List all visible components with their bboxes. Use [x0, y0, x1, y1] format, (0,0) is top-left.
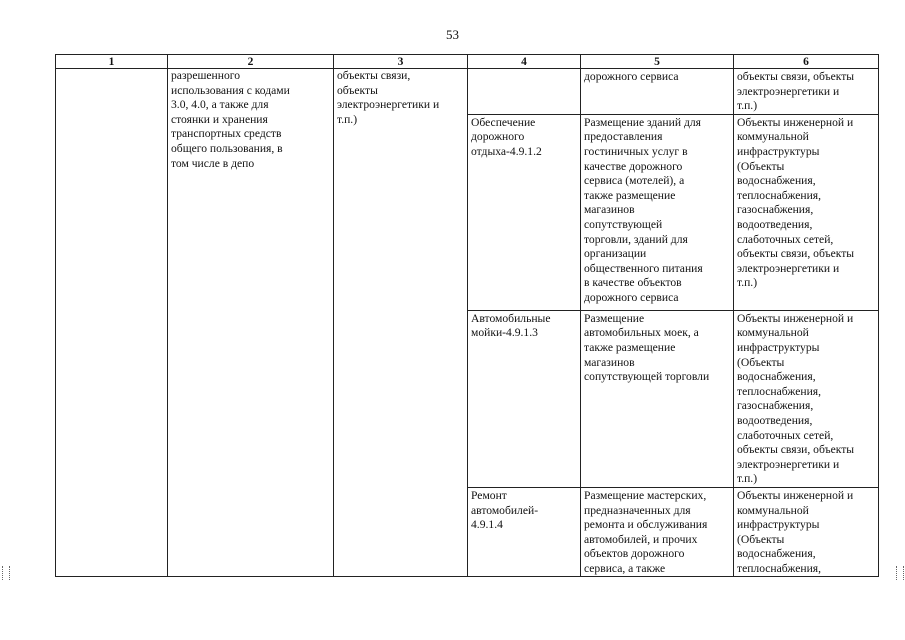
right-margin-mark — [896, 566, 904, 580]
cell-col-6 — [734, 310, 879, 487]
cell-col-5 — [581, 69, 734, 115]
left-margin-mark — [2, 566, 10, 580]
cell-col-6 — [734, 487, 879, 577]
header-col-2: 2 — [168, 55, 334, 69]
header-col-4: 4 — [468, 55, 581, 69]
header-col-1: 1 — [56, 55, 168, 69]
cell-col-4 — [468, 487, 581, 577]
cell-col-5 — [581, 310, 734, 487]
cell-col-6 — [734, 69, 879, 115]
row-3-col-4-text: Автомобильные мойки-4.9.1.3 — [471, 311, 551, 340]
row-4-col-5-text: Размещение мастерских, предназначенных для ремонта и обслуживания автомобилей, и прочих объектов дорожного сервиса, а также — [584, 488, 708, 575]
header-col-3: 3 — [334, 55, 468, 69]
cell-col-2 — [168, 69, 334, 577]
cell-col-4 — [468, 114, 581, 310]
col-3-text: объекты связи, объекты электроэнергетики и т.п.) — [337, 69, 440, 126]
cell-col-5 — [581, 487, 734, 577]
header-col-5: 5 — [581, 55, 734, 69]
header-row — [56, 55, 879, 69]
row-2-col-6-text: Объекты инженерной и коммунальной инфраструктуры (Объекты водоснабжения, теплоснабжения, газоснабжения, водоотведения, слаботочных сетей, объекты связи, объекты электроэнергетики и т.п.) — [737, 115, 855, 290]
cell-col-5 — [581, 114, 734, 310]
cell-col-4 — [468, 69, 581, 115]
row-2-col-4-text: Обеспечение дорожного отдыха-4.9.1.2 — [471, 115, 542, 158]
cell-col-4 — [468, 310, 581, 487]
header-col-6: 6 — [734, 55, 879, 69]
row-4-col-4-text: Ремонт автомобилей- 4.9.1.4 — [471, 488, 539, 532]
row-1-col-5-text: дорожного сервиса — [584, 70, 679, 83]
land-use-table — [55, 54, 879, 577]
cell-col-1 — [56, 69, 168, 577]
col-2-text: разрешенного использования с кодами 3.0, 4.0, а также для стоянки и хранения транспортных средств общего пользования, в том числе в депо — [171, 69, 290, 170]
row-4-col-6-text: Объекты инженерной и коммунальной инфраструктуры (Объекты водоснабжения, теплоснабжения, — [737, 488, 854, 575]
table-row — [56, 69, 879, 115]
page-number: 53 — [446, 27, 459, 42]
row-2-col-5-text: Размещение зданий для предоставления гостиничных услуг в качестве дорожного сервиса (мотелей), а также размещение магазинов сопутствующей торговли, зданий для организации общественного питания в качестве объектов дорожного сервиса — [584, 115, 703, 304]
row-3-col-6-text: Объекты инженерной и коммунальной инфраструктуры (Объекты водоснабжения, теплоснабжения, газоснабжения, водоотведения, слаботочных сетей, объекты связи, объекты электроэнергетики и т.п.) — [737, 311, 855, 486]
row-1-col-6-text: объекты связи, объекты электроэнергетики и т.п.) — [737, 70, 855, 113]
row-3-col-5-text: Размещение автомобильных моек, а также размещение магазинов сопутствующей торговли — [584, 311, 710, 384]
cell-col-6 — [734, 114, 879, 310]
cell-col-3 — [334, 69, 468, 577]
